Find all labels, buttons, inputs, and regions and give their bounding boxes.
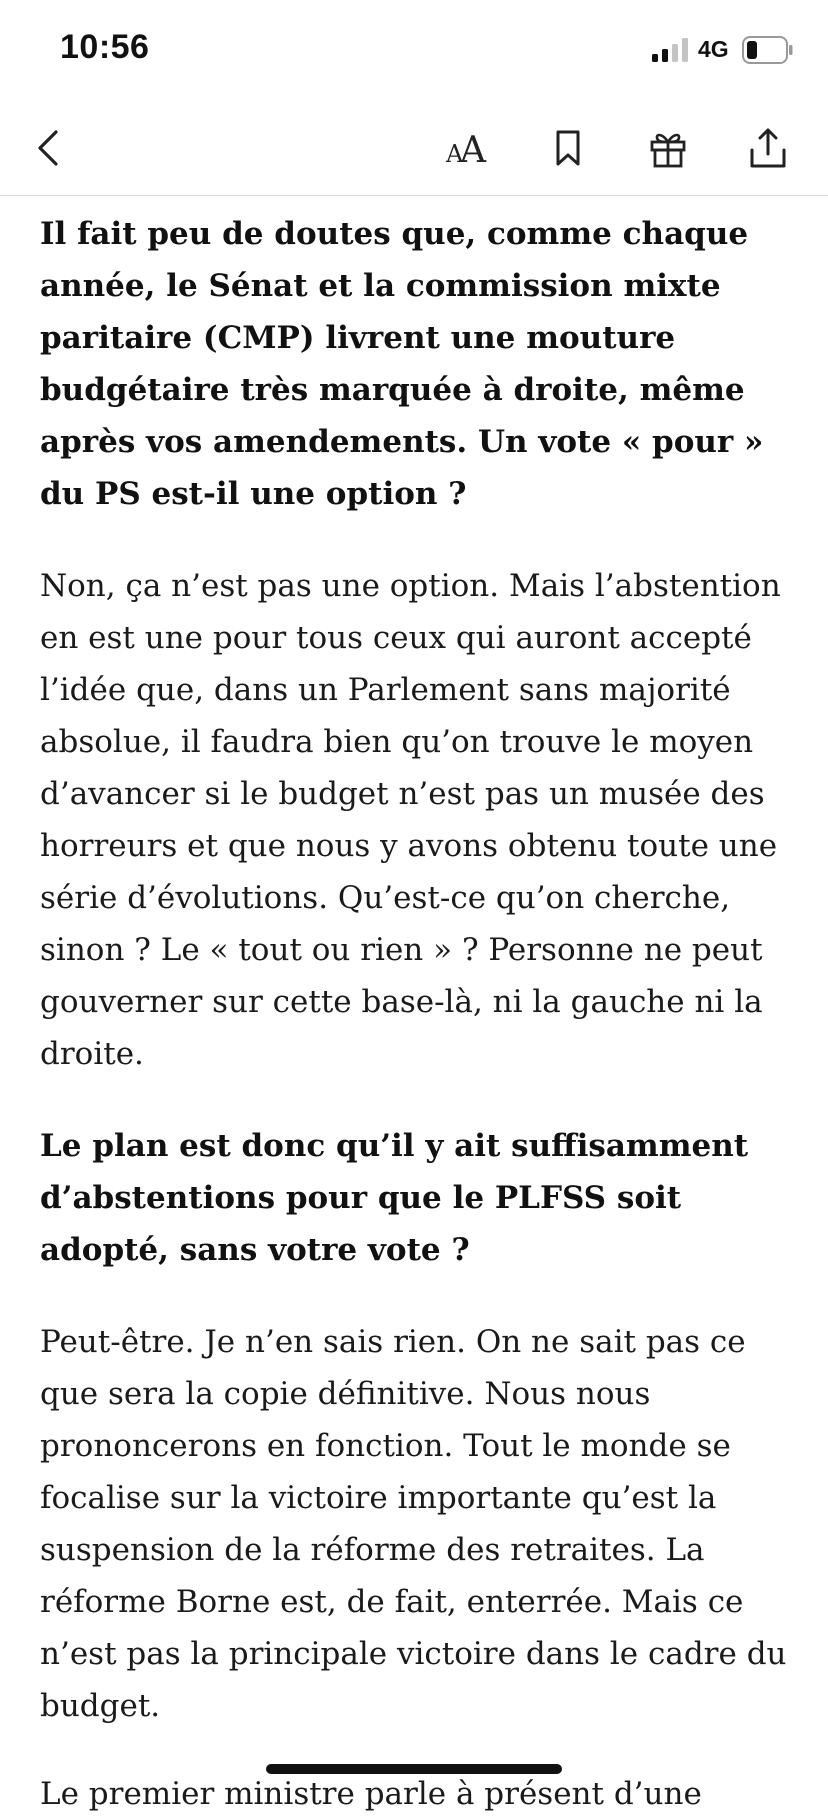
home-indicator[interactable] [266,1764,562,1774]
network-type: 4G [698,36,729,62]
gift-icon[interactable] [644,124,692,172]
svg-text:A: A [446,140,464,168]
interview-answer: Non, ça n’est pas une option. Mais l’abstention en est une pour tous ceux qui auront accepté l’idée que, dans un Parlement sans majorité absolue, il faudra bien qu’on trouve le moyen d’avancer si le budget n’est pas un musée des horreurs et que nous y avons obtenu toute une série d’évolutions. Qu’est-ce qu’on cherche, sinon ? Le « tout ou rien » ? Personne ne peut gouverner sur cette base-là, ni la gauche ni la droite. [40,568,781,1072]
svg-text:A: A [460,130,486,171]
status-time: 10:56 [60,28,150,66]
back-chevron-icon[interactable] [26,124,74,172]
partial-paragraph: Le premier ministre parle à présent d’une [40,1776,702,1812]
status-bar [0,0,828,96]
battery-icon [742,36,794,64]
interview-question: Le plan est donc qu’il y ait suffisamment d’abstentions pour que le PLFSS soit adopté, sans votre vote ? [40,1128,749,1268]
interview-answer: Peut-être. Je n’en sais rien. On ne sait pas ce que sera la copie définitive. Nous nous prononcerons en fonction. Tout le monde se focalise sur la victoire importante qu’est la suspension de la réforme des retraites. La réforme Borne est, de fait, enterrée. Mais ce n’est pas la principale victoire dans le cadre du budget. [40,1324,787,1724]
cellular-signal-icon [652,38,690,62]
article-toolbar [0,96,828,196]
interview-question: Il fait peu de doutes que, comme chaque année, le Sénat et la commission mixte paritaire (CMP) livrent une mouture budgétaire très marquée à droite, même après vos amendements. Un vote « pour » du PS est-il une option ? [40,216,764,512]
bookmark-icon[interactable] [544,124,592,172]
share-icon[interactable] [744,124,792,172]
font-size-icon[interactable] [444,124,492,172]
article-body [40,208,792,1772]
